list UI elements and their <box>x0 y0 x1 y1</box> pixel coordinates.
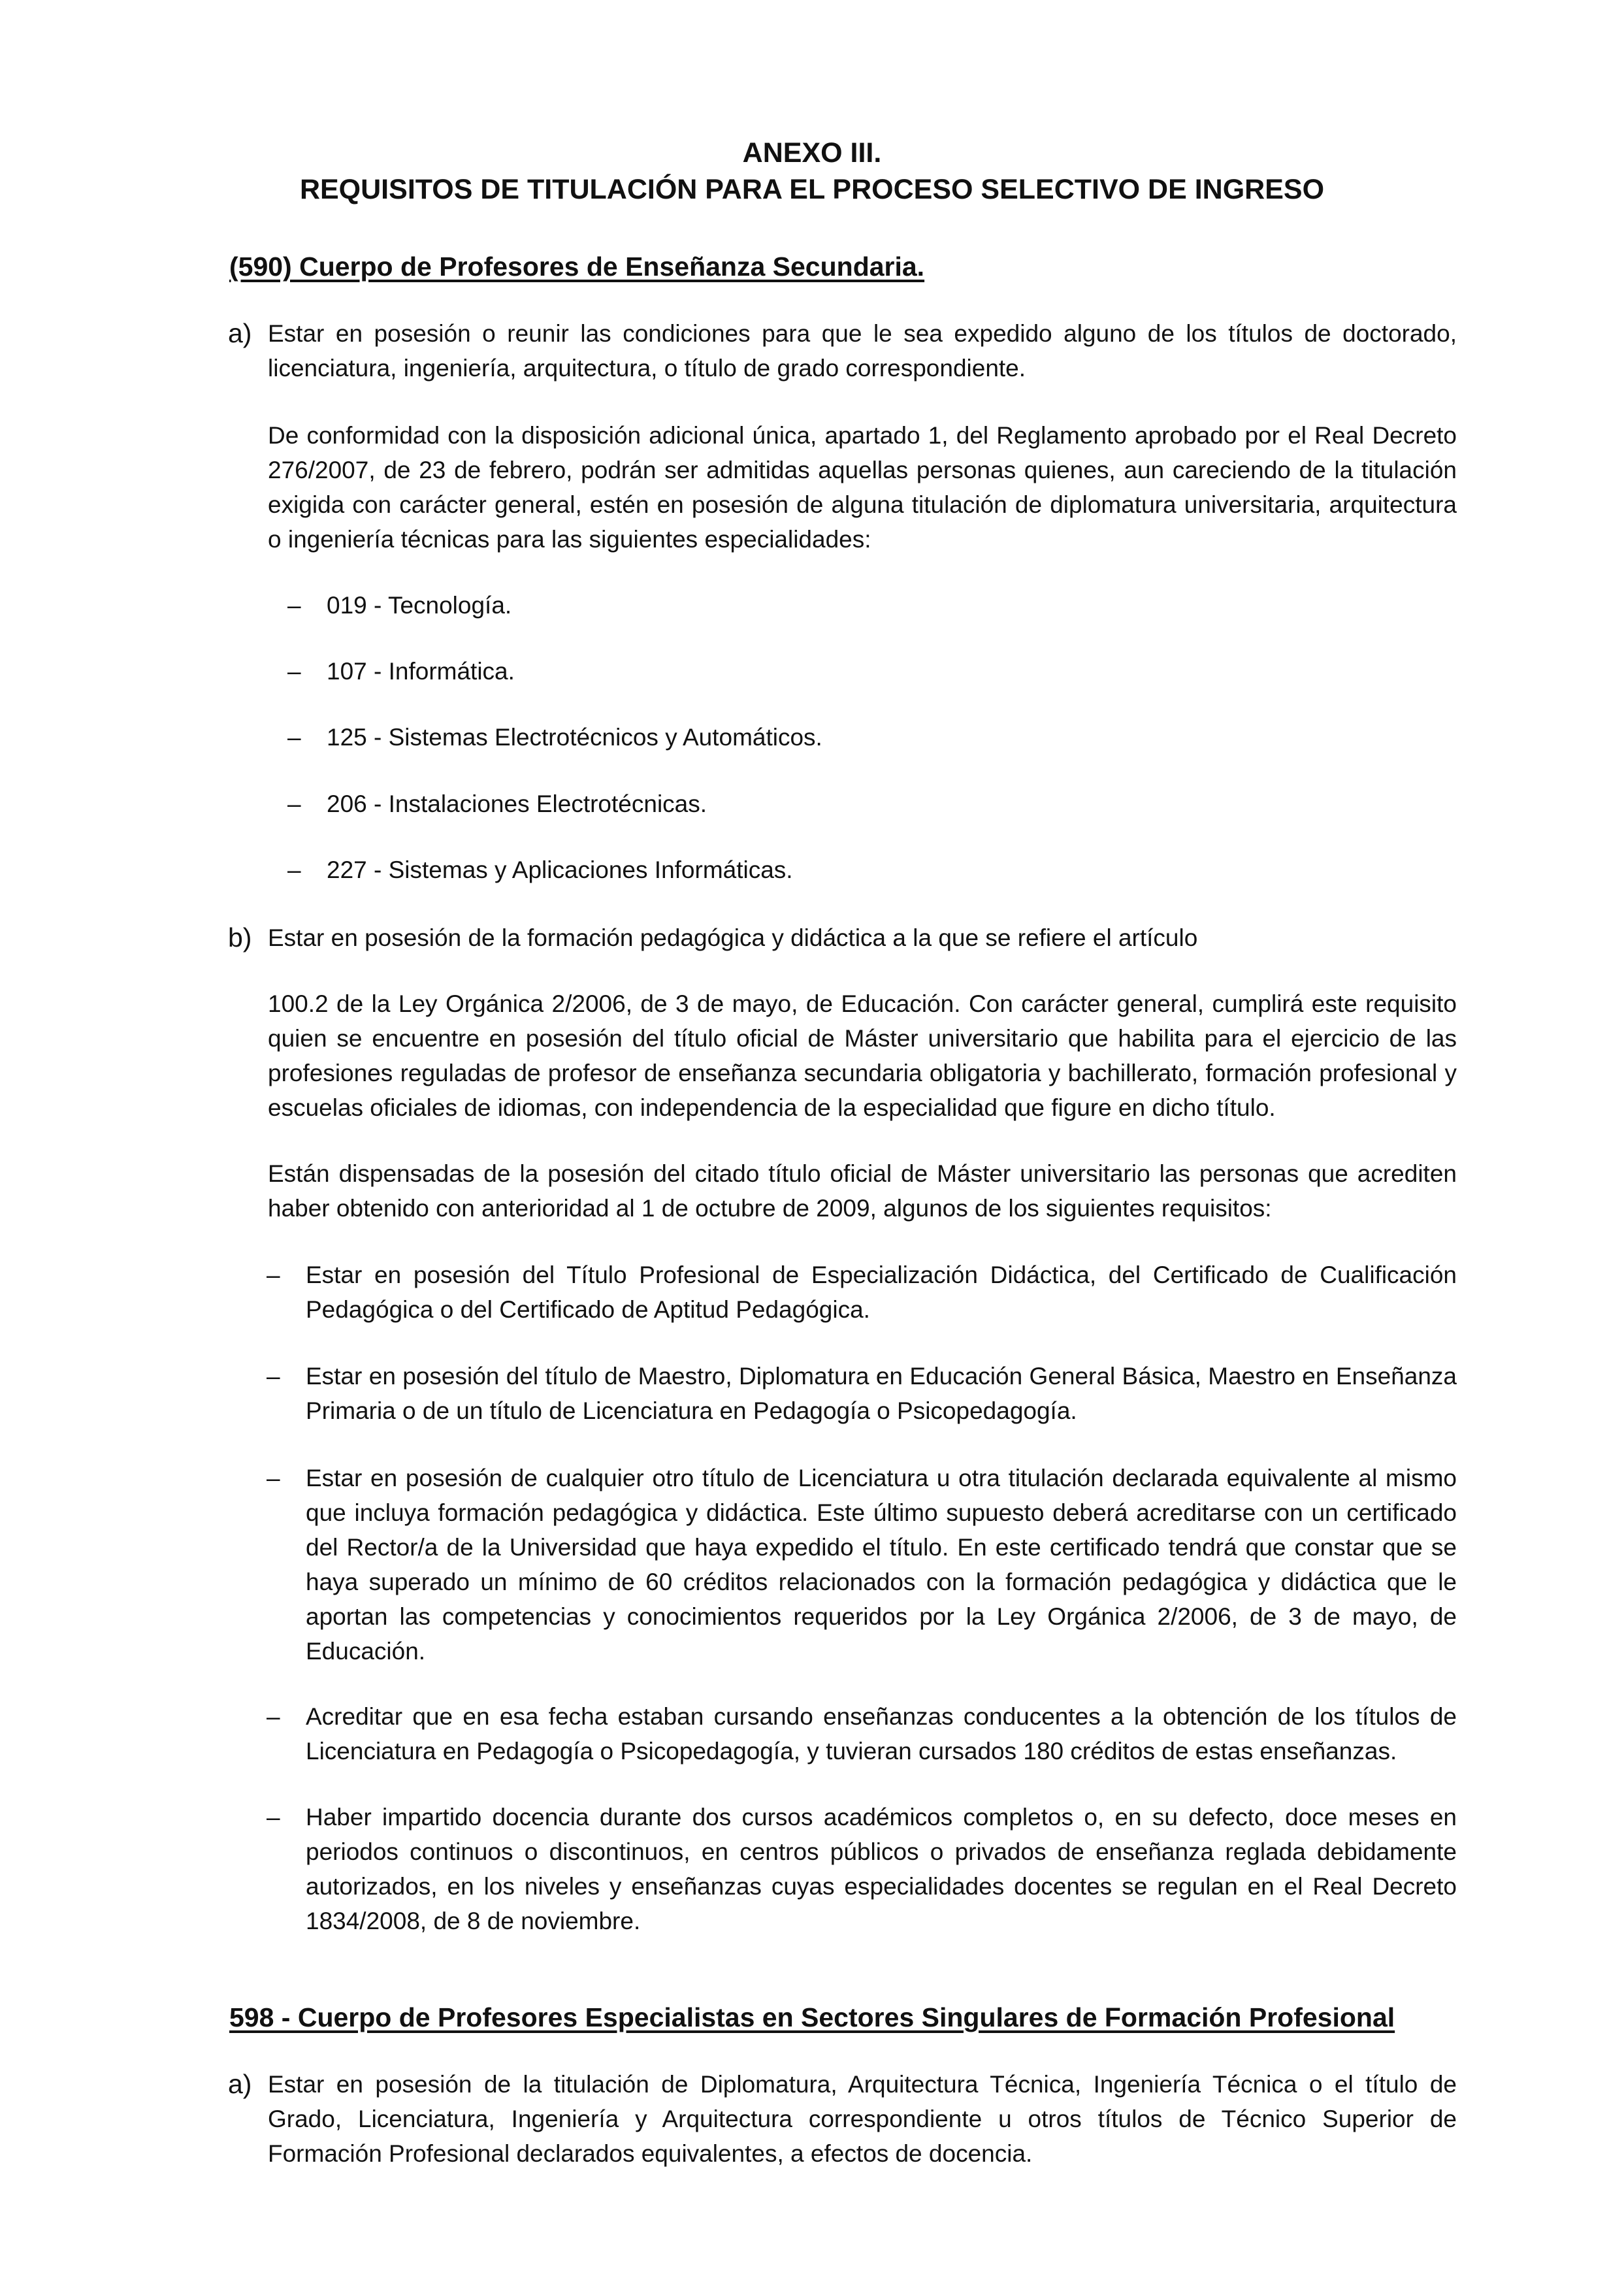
list-dash: – <box>267 1703 280 1730</box>
item-b-marker: b) <box>228 922 252 952</box>
requirement-item: Estar en posesión del título de Maestro, Diplomatura en Educación General Básica, Maestro en Enseñanza Primaria o de un título de Licenciatura en Pedagogía o Psicopedagogía. <box>306 1363 1457 1424</box>
section-590-a-text: Estar en posesión o reunir las condiciones para que le sea expedido alguno de los títulos de doctorado, licenciatura, ingeniería, arquitectura, o título de grado correspondiente. <box>268 320 1457 382</box>
requirement-item: Haber impartido docencia durante dos cursos académicos completos o, en su defecto, doce meses en periodos continuos o discontinuos, en centros públicos o privados de enseñanza reglada debidamente autorizados, en los niveles y enseñanzas cuyas especialidades docentes se regulan en el Real Decreto 1834/2008, de 8 de noviembre. <box>306 1804 1457 1934</box>
list-dash: – <box>287 790 301 817</box>
specialty-item: 227 - Sistemas y Aplicaciones Informáticas. <box>327 856 793 883</box>
list-dash: – <box>267 1465 280 1491</box>
section-590-heading: (590) Cuerpo de Profesores de Enseñanza Secundaria. <box>229 252 925 282</box>
list-dash: – <box>287 592 301 619</box>
dispensadas-paragraph: Están dispensadas de la posesión del citado título oficial de Máster universitario las personas que acrediten haber obtenido con anterioridad al 1 de octubre de 2009, algunos de los siguientes requisitos: <box>268 1160 1457 1222</box>
list-dash: – <box>287 658 301 685</box>
section-590-b-intro: Estar en posesión de la formación pedagógica y didáctica a la que se refiere el artículo <box>268 924 1198 951</box>
ley-paragraph: 100.2 de la Ley Orgánica 2/2006, de 3 de mayo, de Educación. Con carácter general, cumplirá este requisito quien se encuentre en posesión del título oficial de Máster universitario que habilita para el ejercicio de las profesiones reguladas de profesor de enseñanza secundaria obligatoria y bachillerato, formación profesional y escuelas oficiales de idiomas, con independencia de la especialidad que figure en dicho título. <box>268 990 1457 1121</box>
section-598-heading: 598 - Cuerpo de Profesores Especialistas en Sectores Singulares de Formación Profesional <box>229 2002 1395 2032</box>
specialty-item: 206 - Instalaciones Electrotécnicas. <box>327 790 707 817</box>
section-598-a-text: Estar en posesión de la titulación de Diplomatura, Arquitectura Técnica, Ingeniería Técnica o el título de Grado, Licenciatura, Ingeniería y Arquitectura correspondiente u otros títulos de Técnico Superior de Formación Profesional declarados equivalentes, a efectos de docencia. <box>268 2071 1457 2167</box>
item-a-marker: a) <box>228 2069 252 2099</box>
list-dash: – <box>267 1363 280 1390</box>
requirement-item: Estar en posesión del Título Profesional de Especialización Didáctica, del Certificado de Cualificación Pedagógica o del Certificado de Aptitud Pedagógica. <box>306 1261 1457 1323</box>
list-dash: – <box>267 1804 280 1831</box>
specialty-item: 019 - Tecnología. <box>327 592 512 619</box>
requirement-item: Acreditar que en esa fecha estaban cursando enseñanzas conducentes a la obtención de los títulos de Licenciatura en Pedagogía o Psicopedagogía, y tuvieran cursados 180 créditos de estas enseñanzas. <box>306 1703 1457 1765</box>
annex-subtitle: REQUISITOS DE TITULACIÓN PARA EL PROCESO SELECTIVO DE INGRESO <box>299 174 1325 205</box>
item-a-marker: a) <box>228 318 252 348</box>
list-dash: – <box>287 724 301 751</box>
specialty-item: 107 - Informática. <box>327 658 515 685</box>
specialty-item: 125 - Sistemas Electrotécnicos y Automáticos. <box>327 724 822 751</box>
list-dash: – <box>267 1261 280 1288</box>
list-dash: – <box>287 856 301 883</box>
conformidad-paragraph: De conformidad con la disposición adicional única, apartado 1, del Reglamento aprobado por el Real Decreto 276/2007, de 23 de febrero, podrán ser admitidas aquellas personas quienes, aun careciendo de la titulación exigida con carácter general, estén en posesión de alguna titulación de diplomatura universitaria, arquitectura o ingeniería técnicas para las siguientes especialidades: <box>268 422 1457 553</box>
requirement-item: Estar en posesión de cualquier otro título de Licenciatura u otra titulación declarada equivalente al mismo que incluya formación pedagógica y didáctica. Este último supuesto deberá acreditarse con un certificado del Rector/a de la Universidad que haya expedido el título. En este certificado tendrá que constar que se haya superado un mínimo de 60 créditos relacionados con la formación pedagógica y didáctica que le aportan las competencias y conocimientos requeridos por la Ley Orgánica 2/2006, de 3 de mayo, de Educación. <box>306 1465 1457 1665</box>
annex-title: ANEXO III. <box>742 137 882 169</box>
